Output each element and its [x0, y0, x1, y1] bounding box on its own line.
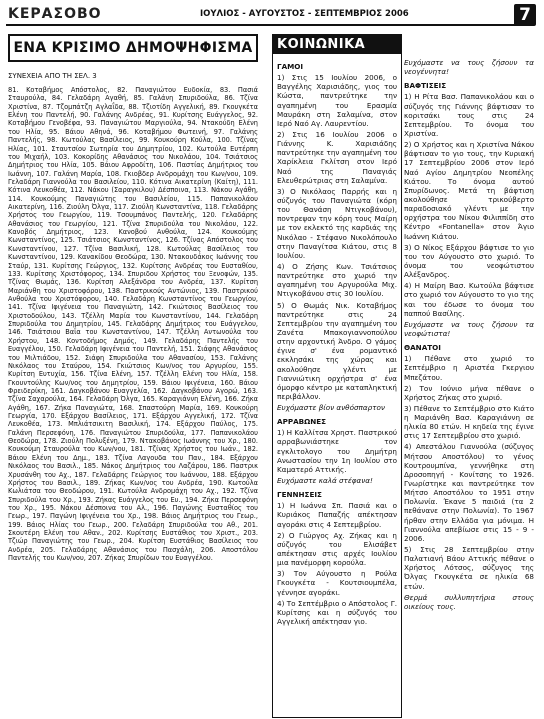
- births-heading: ΓΕΝΝΗΣΕΙΣ: [277, 490, 322, 500]
- continuation-note: ΣΥΝΕΧΕΙΑ ΑΠΟ ΤΗ ΣΕΛ. 3: [8, 72, 97, 80]
- article-title: ΕΝΑ ΚΡΙΣΙΜΟ ΔΗΜΟΨΗΦΙΣΜΑ: [8, 34, 258, 62]
- wedding-item: 1) Στις 15 Ιουλίου 2006, ο Βαγγέλης Χαρισιάδης, γιος του Κώστα, παντρεύτηκε την αγαπημένη του Ερασμία Μαυράκη στη Σαλαμίνα, στον Ιερό Ναό Αγ. Λαυρεντίου.: [277, 73, 397, 128]
- issue-date: ΙΟΥΛΙΟΣ - ΑΥΓΟΥΣΤΟΣ - ΣΕΠΤΕΜΒΡΙΟΣ 2006: [200, 9, 409, 19]
- engagement-wish: Ευχόμαστε καλά στέφανα!: [277, 476, 373, 486]
- voter-list-text: 81. Κοταβήμος Απόστολος, 82. Παναγιώτου Ευδοκία, 83. Πασιά Σταυρούλα, 84. Γελαδάρη Αγαθή, 85. Γαλάνη Σπυριδούλα, 86. Τζίνα Χριστίνα, 87. Τζομπάτζη Αγλαΐδα, 88. Τζιοτίδη Αγγελική, 89. Γκουγκέτα Ελένη του Παντελή, 90. Γαλάνης Ανδρέας, 91. Κυρίτσης Ευάγγελος, 92. Κοταβήμου Γενοβέφα, 93. Παναγιώτου Μαργιούλα, 94. Ντακούδη Ελένη του Ηλία, 95. Βάιου Αθηνά, 96. Κοταβήμου Φωτεινή, 97. Γαλάνης Παντελής, 98. Κωτούλας Βασίλειος, 99. Κουκούρη Κούλα, 100. Τζίνας Ηλίας, 101. Σταυτσίου Σωτηρία του Δημητρίου, 102. Κωτούλα Ευτέρπη του Μιχαήλ, 103. Κοκορίδης Αθανάσιος του Νικολάου, 104. Τσιάτσιος Δημήτριος του Ηλία, 105. Βάιου Αφροδίτη, 106. Παστίας Δημήτριος του Ιωάννη, 107. Γαλάνη Μαρία, 108. Γκιοβδερ Ανδρομάχη του Κων/νου, 109. Γελαδάρη Γιαννούλα του Βασιλείου, 110. Κότινα Αικατερίνη (Καίτη), 111. Κότινα Λευκοθέα, 112. Νάκου (Σαραγκιλου) Δέσποινα, 113. Νάκου Αγάθη, 114. Κουκούμης Παναγιώτης του Βασιλείου, 115. Παπανικολάου Αικατερίνη, 116. Ζιούλη Όλγα, 117. Ζιούλη Κωνσταντίνα, 118. Γελαδάρης Χρήστος του Γεωργίου, 119. Τσουμπάνος Παντελής, 120. Γελαδάρης Αθανάσιος του Γεωργίου, 121. Τζίνα Σπυριδούλα του Νικολάου, 122. Κανοβός Δημήτριος, 123. Κανοβού Ανθούλα, 124. Κουκούμης Κωνσταντίνος, 125. Τσιάτσιος Κωνσταντίνος, 126. Τζίνας Απόστολος του Κωνσταντίνου, 127. Τζίνα Βασιλική, 128. Κωτούλας Βασίλειος του Κωνσταντίνου, 129. Κανακίδου Θεοδώρα, 130. Ντακουδάκος Ιωάννης του Σταύρ, 131. Κυρίτσης Γεώργιος, 132. Κυρίτσης Ανδρέας του Ευσταθίου, 133. Κυρίτσης Χριστόφορος, 134. Σπυριδου Χρήστος του Ξενοφών, 135. Τζίνας Θωμάς, 136. Κυρίτση Αλεξάνδρα του Ανδρέα, 137. Κυρίτση Μαριάνθη του Χριστοφόρου, 138. Παστρικούς Αντώνιος, 139. Παστρικού Ανθούλα του Χριστόφορου, 140. Γελαδάρη Κωνσταντίνος του Γεωργίου, 141. Τζίνα Ιφιγένεια του Παναγιώτη, 142. Γκιώτσιος Βασίλειος του Χριστοδούλου, 143. Τζέλλη Μαρία του Κωνσταντίνου, 144. Γελαδάρη Σπυριδούλα του Δημητρίου, 145. Γελαδάρης Δημήτριος του Ευάγγελου, 146. Τσιάτσιου Βαϊα του Κωνσταντίνου, 147. Τζέλλη Αντωνούλα του Χρήστου, 148. Κοντοδήμος Δημός, 149. Γελαδάρης Παντελής του Ευαγγέλου, 150. Γελαδάρη Ιφιγένεια του Παντελή, 151. Σιάφης Αθανάσιος του Μιλτιάδου, 152. Σιάφη Σπυριδούλα του Αθανασίου, 153. Γαλάνης Νικόλαος του Σταύρου, 154. Γκιώτσιος Κων/νος του Αργυρίου, 155. Κυρίτση Ευτυχία, 156. Τζίνα Ελένη, 157. Τζέλλη Ελένη του Ηλία, 158. Γκουντούλης Κων/νος του Δημητρίου, 159. Βάιου Ιφιγένεια, 160. Βάιου Φρειδερίκη, 161. Δαγκοβάνου Ευαγγελία, 162. Δαγκοβάνου Αγορώ, 163. Τζίνα Σαχαρούλα, 164. Γελαδάρη Όλγα, 165. Καραγιάννη Ελένη, 166. Ζήκα Αγάθη, 167. Ζήκα Παναγιώτα, 168. Σπαστούρη Μαρία, 169. Κουκούρη Γεωργία, 170. Εξάρχου Βασίλειος, 171. Εξάρχου Αγγελική, 172. Τζίνα Λευκοθέα, 173. Μπλιάτσικιτη Βασιλική, 174. Εξάρχου Παύλος, 175. Γαλάνη Περσεφόνη, 176. Παναγιώτου Σπυριδούλα, 177. Παπανικολάου Θεοδώρα, 178. Ζιούλη Πολυξένη, 179. Ντακοβάνος Ιωάννης του Χρ., 180. Κουκούμη Σταυρούλα του Κων/νου, 181. Τζίνας Χρήστος του Ιωάν., 182. Βάιου Ελένη του Δημ., 183. Τζίνα Λαγουδα του Παν., 184. Εξάρχου Νικόλαος του Βασιλ., 185. Νάκος Δημήτριος του Λαζάρου, 186. Παστρικ Χρυσάνθη του Αχ., 187. Γελαδάρης Γεώργιος του Ιωάννου, 188. Εξάρχου Χρήστος του Βασιλ., 189. Ζήκας Κων/νος του Ανδρέα, 190. Κωτούλα Κωλιάτσα του Θεοδώρου, 191. Κωτούλα Ανδρομάχη του Αχ., 192. Τζίνα Σπυριδούλα του Χρ., 193. Ζήκας Ευάγγελος του Ευ., 194. Ζήκα Περσεφόνη του Χρ., 195. Νάκου Δέσποινα του Αλ., 196. Παγώνης Ευσταθίος του Γεωρ., 197. Παγώνη Ιφιγένεια του Χρ., 198. Βάιος Δημήτριος του Γεωρ., 199. Βάιος Ηλίας του Γεωρ., 200. Γελαδάρη Σπυριδούλα του Αθ., 201. Σκουτέρη Ελένη του Αθαν., 202. Κυρίτσης Ευστάθιος του Χριστ., 203. Τζιώρ Παναγιώτης του Γεωρ., 204. Κυρίτση Ευστάθιος Βασίλειος του Ανδρέα, 205. Γελαδάρης Αθανάσιος του Πασχάλη, 206. Αποστόλου Παντελής του Κων/νου, 207. Ζήκας Σπυρίδων του Ευαγγέλου.: [8, 86, 258, 563]
- referendum-article: [8, 34, 258, 714]
- births-wish: Ευχόμαστε να τους ζήσουν τα νεογέννητα!: [404, 58, 534, 77]
- birth-item: 2) Ο Γιώργος Αχ. Ζήκας και η σύζυγός του Ελισάβετ απέκτησαν στις αρχές Ιουλίου μια πανέμορφη κορούλα.: [277, 530, 397, 568]
- death-item: 5) Στις 28 Σεπτεμβρίου στην Παλατιανή Βάου Αττικής πέθανε ο Χρήστος Λότσος, σύζυγος της Όλγας Γκουγκέτα σε ηλικία 68 ετών.: [404, 545, 534, 591]
- death-item: 1) Πέθανε στο χωριό το Σεπτέμβριο η Αριστέα Γκεργιου Μπεζάτου.: [404, 354, 534, 382]
- wedding-item: 2) Στις 16 Ιουλίου 2006 ο Γιάννης Κ. Χαρισιάδης παντρεύτηκε την αγαπημένη του Χαρίκλεια Γκλίτση στον Ιερό Ναό της Παναγιάς Ελευθερώτριας στη Σαλαμίνα.: [277, 129, 397, 185]
- condolences: Θερμά συλλυπητήρια στους οικείους τους.: [404, 592, 534, 611]
- deaths-heading: ΘΑΝΑΤΟΙ: [404, 343, 441, 353]
- baptism-item: 1) Η Ρίτα Βασ. Παπανικολάου και ο σύζυγός της Γιάννης βάφτισαν το κοριτσάκι τους στις 24 Σεπτεμβρίου. Το όνομα του Χριστίνα.: [404, 92, 534, 138]
- death-item: 3) Πέθανε το Σεπτέμβριο στο Κιάτο η Μαριάνθη Βασ. Καραγιάννη σε ηλικία 80 ετών. Η κηδεία της έγινε στις 17 Σεπτεμβρίου στο χωριό.: [404, 403, 534, 441]
- page-header: [0, 0, 544, 30]
- weddings-heading: ΓΑΜΟΙ: [277, 62, 304, 71]
- death-item: 4) Απεστάλου Γιαννούλα (σύζυγος Μήτσου Αποστόλου) το γένος Κουτρουμπίνα, γεννήθηκε στη Δροσοπηγή - Κονίτσης το 1926. Γνωρίστηκε και παντρεύτηκε τον Μήτσο Αποστόλου το 1951 στην Πολωνία. Έκανε 5 παιδιά (τα 2 πεθάνανε στην Πολωνία). Το 1967 ήρθαν στην Ελλάδα για μόνιμα. Η Γιαννούλα απεβίωσε στις 15 - 9 - 2006.: [404, 442, 534, 543]
- social-column: [272, 34, 402, 718]
- baptisms-heading: ΒΑΦΤΙΣΕΙΣ: [404, 81, 447, 91]
- header-rule: [6, 24, 518, 26]
- wedding-item: 3) Ο Νικόλαος Παρρής και η σύζυγός του Παναγιώτα (κόρη του Θανάση Ντιγκοβάνου), ποντρεψαν την κόρη τους Μαίρη με τον εκλεκτό της καρδιάς της Νικόλαο - Στέφανο Νικολόπουλο στην Παναγίτσα Κιάτου, στις 8 Ιουλίου.: [277, 186, 397, 260]
- engagement-item: 1) Η Καλλίτσα Χρηστ. Παστρικού αρραβωνιάστηκε τον εγκλιτολογο του Δημήτρη Ανωστασίου την 1η Ιουλίου στο Καματερό Αττικής.: [277, 428, 397, 474]
- wedding-wish: Ευχόμαστε βίον ανθόσπαρτον: [277, 403, 385, 413]
- wedding-item: 5) Ο Θωμάς Νικ. Κοταβήμος παντρεύτηκε στις 24 Σεπτεμβρίου την αγαπημένη του Ζανέτα Μπακογιαννοπούλου στην αρχοντική Άνδρο. Ο γάμος έγινε σ' ένα ρομαντικό εκκλησάκι της χώρας και ακολούθησε γλέντι με Γιαννιώτικη ορχήστρα σ' ένα όμορφο κέντρο με καταπληκτική περιβάλλον.: [277, 300, 397, 401]
- birth-item: 4) Το Σεπτέμβριο ο Απόστολος Γ. Κυρίτσης και η σύζυγός του Αγγελική απέκτησαν γιο.: [277, 598, 397, 627]
- social-heading: ΚΟΙΝΩΝΙΚΑ: [273, 35, 401, 54]
- social-column-continued: [404, 58, 534, 716]
- baptism-item: 2) Ο Χρήστος και η Χριστίνα Νάκου βάφτισαν το γιο τους, την Κυριακή 17 Σεπτεμβρίου 2006 στον Ιερό Ναό Αγίου Δημητρίου Νεοπέλης Κιάτου. Το όνομα αυτού Σπυρίδωνος. Μετά τη βάφτιση ακολούθησε τρικούβερτο παραδοσιακό γλέντι με την ορχήστρα του Νίκου Φιλιππίδη στο Κέντρο «Fontanella» στον Άγιο Ιωάννη Κιάτου.: [404, 140, 534, 241]
- baptism-item: 4) Η Μαίρη Βασ. Κωτούλα βάφτισε στο χωριό τον Αύγουστο το γιο της και του έδωσε το όνομα του παππού Βασίλης.: [404, 281, 534, 318]
- birth-item: 1) Η Ιωάννα Σπ. Πασιά και ο Κυριάκος Παπαζής απέκτησαν αγοράκι στις 4 Σεπτεμβρίου.: [277, 501, 397, 529]
- death-item: 2) Τον Ιούνιο μήνα πέθανε ο Χρήστος Ζήκας στο χωριό.: [404, 383, 534, 402]
- voter-list: [8, 86, 258, 562]
- birth-item: 3) Τον Αύγουστο η Ρούλα Γκουγκέτα - Κουτσιουμπέλα, γέννησε αγοράκι.: [277, 569, 397, 597]
- baptism-item: 3) Ο Νίκος Εξάρχου βάφτισε το γιο του τον Αύγουστο στο χωριό. Το όνομα του νεοφώτιστου Αλέξανδρος.: [404, 242, 534, 280]
- engagements-heading: ΑΡΡΑΒΩΝΕΣ: [277, 417, 327, 427]
- baptism-wish: Ευχόμαστε να τους ζήσουν τα νεοφώτιστα!: [404, 319, 534, 338]
- wedding-item: 4) Ο Ζήσης Κων. Τσιάτσιος παντρεύτηκε στο χωριό την αγαπημένη του Αργυρούλα Μιχ. Ντιγκοβάνου στις 30 Ιουλίου.: [277, 261, 397, 299]
- page-number: 7: [514, 4, 536, 26]
- newspaper-logo: ΚΕΡΑΣΟΒΟ: [8, 6, 102, 22]
